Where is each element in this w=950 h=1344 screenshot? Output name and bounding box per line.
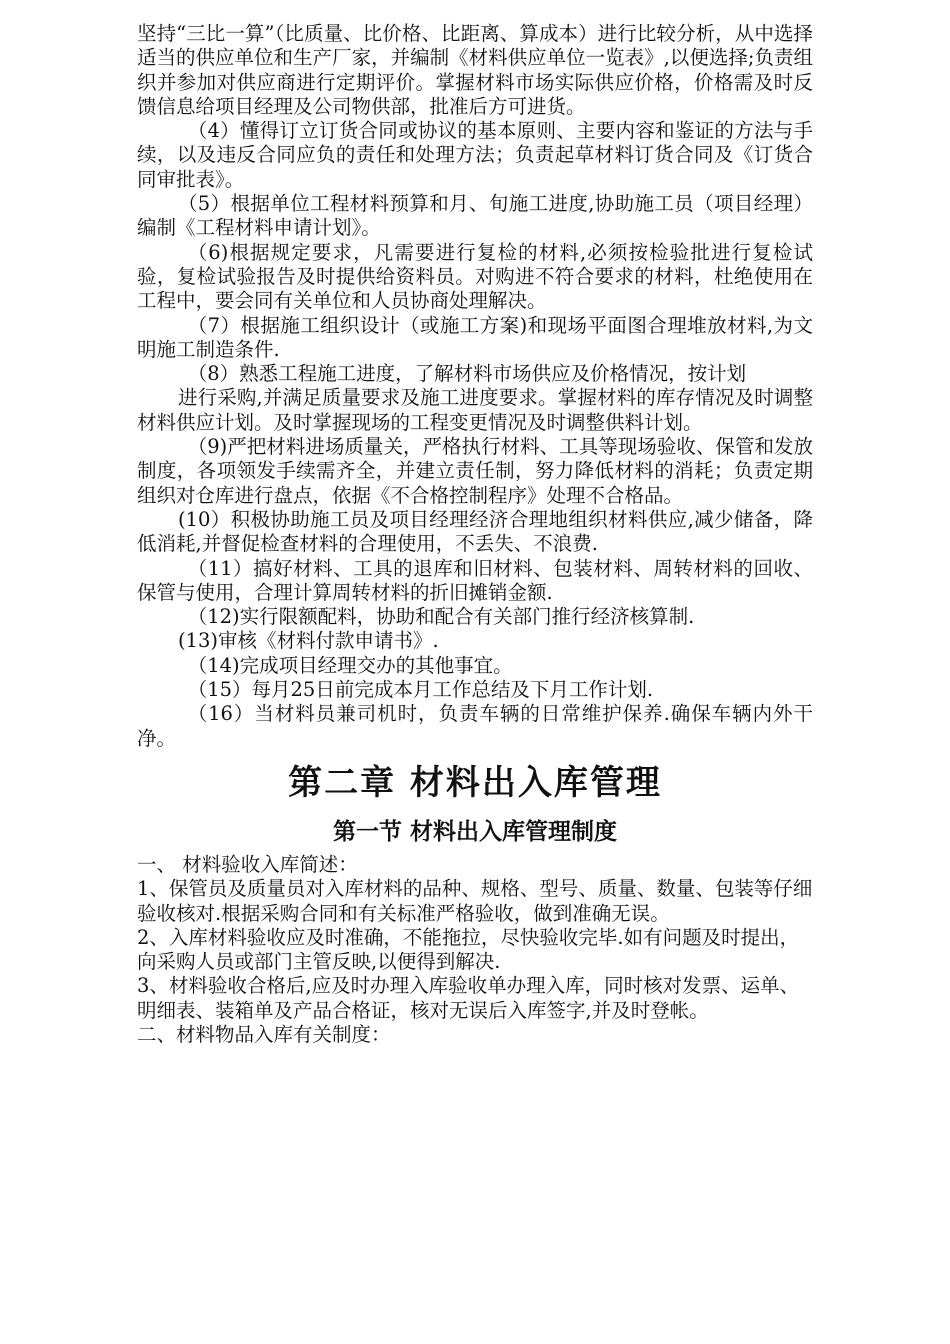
document-page (137, 22, 813, 1047)
duty-item-8: （8）熟悉工程施工进度，了解材料市场供应及价格情况，按计划 (187, 362, 747, 386)
duty-item-12: （12)实行限额配料，协助和配合有关部门推行经济核算制. (187, 605, 695, 629)
section-title: 第一节 材料出入库管理制度 (332, 818, 617, 845)
duty-item-15: （15）每月25日前完成本月工作总结及下月工作计划. (187, 678, 654, 702)
duty-item-7: （7）根据施工组织设计（或施工方案)和现场平面图合理堆放材料,为文明施工制造条件. (137, 313, 813, 361)
duty-item-8-continued: 进行采购,并满足质量要求及施工进度要求。掌握材料的库存情况及时调整材料供应计划。及时掌握现场的工程变更情况及时调整供料计划。 (137, 386, 813, 434)
inbound-heading-2: 二、材料物品入库有关制度： (137, 1022, 391, 1046)
duty-paragraph-continued: 坚持“三比一算”（比质量、比价格、比距离、算成本）进行比较分析，从中选择适当的供应单位和生产厂家，并编制《材料供应单位一览表》,以便选择;负责组织并参加对供应商进行定期评价。掌握材料市场实际供应价格，价格需及时反馈信息给项目经理及公司物供部，批准后方可进货。 (137, 22, 813, 118)
duty-item-13: (13)审核《材料付款申请书》. (177, 629, 439, 653)
inbound-heading-1: 一、 材料验收入库简述： (137, 852, 358, 876)
list-item: 1、保管员及质量员对入库材料的品种、规格、型号、质量、数量、包装等仔细验收核对.根据采购合同和有关标准严格验收，做到准确无误。 (137, 877, 813, 925)
duty-item-5: （5）根据单位工程材料预算和月、旬施工进度,协助施工员（项目经理）编制《工程材料申请计划》。 (137, 192, 813, 240)
duty-item-9: （9)严把材料进场质量关，严格执行材料、工具等现场验收、保管和发放制度，各项领发手续需齐全，并建立责任制，努力降低材料的消耗；负责定期组织对仓库进行盘点，依据《不合格控制程序》处理不合格品。 (137, 435, 813, 507)
duty-item-6: （6)根据规定要求，凡需要进行复检的材料,必须按检验批进行复检试验，复检试验报告及时提供给资料员。对购进不符合要求的材料，杜绝使用在工程中，要会同有关单位和人员协商处理解决。 (137, 240, 813, 313)
duty-item-16: （16）当材料员兼司机时，负责车辆的日常维护保养.确保车辆内外干净。 (137, 702, 813, 750)
inbound-rules-list (137, 877, 813, 1023)
chapter-title: 第二章 材料出入库管理 (288, 762, 662, 803)
list-item: 2、入库材料验收应及时准确，不能拖拉，尽快验收完毕.如有问题及时提出，向采购人员或部门主管反映,以便得到解决. (137, 925, 800, 974)
duty-item-4: （4）懂得订立订货合同或协议的基本原则、主要内容和鉴证的方法与手续，以及违反合同应负的责任和处理方法；负责起草材料订货合同及《订货合同审批表》。 (137, 119, 813, 191)
list-item: 3、材料验收合格后,应及时办理入库验收单办理入库，同时核对发票、运单、明细表、装箱单及产品合格证，核对无误后入库签字,并及时登帐。 (137, 974, 800, 1022)
duty-item-11: （11）搞好材料、工具的退库和旧材料、包装材料、周转材料的回收、保管与使用，合理计算周转材料的折旧摊销金额. (137, 556, 813, 604)
duty-item-14: （14)完成项目经理交办的其他事宜。 (187, 653, 513, 677)
duty-item-10: (10）积极协助施工员及项目经理经济合理地组织材料供应,减少储备，降低消耗,并督促检查材料的合理使用，不丢失、不浪费. (137, 507, 813, 556)
